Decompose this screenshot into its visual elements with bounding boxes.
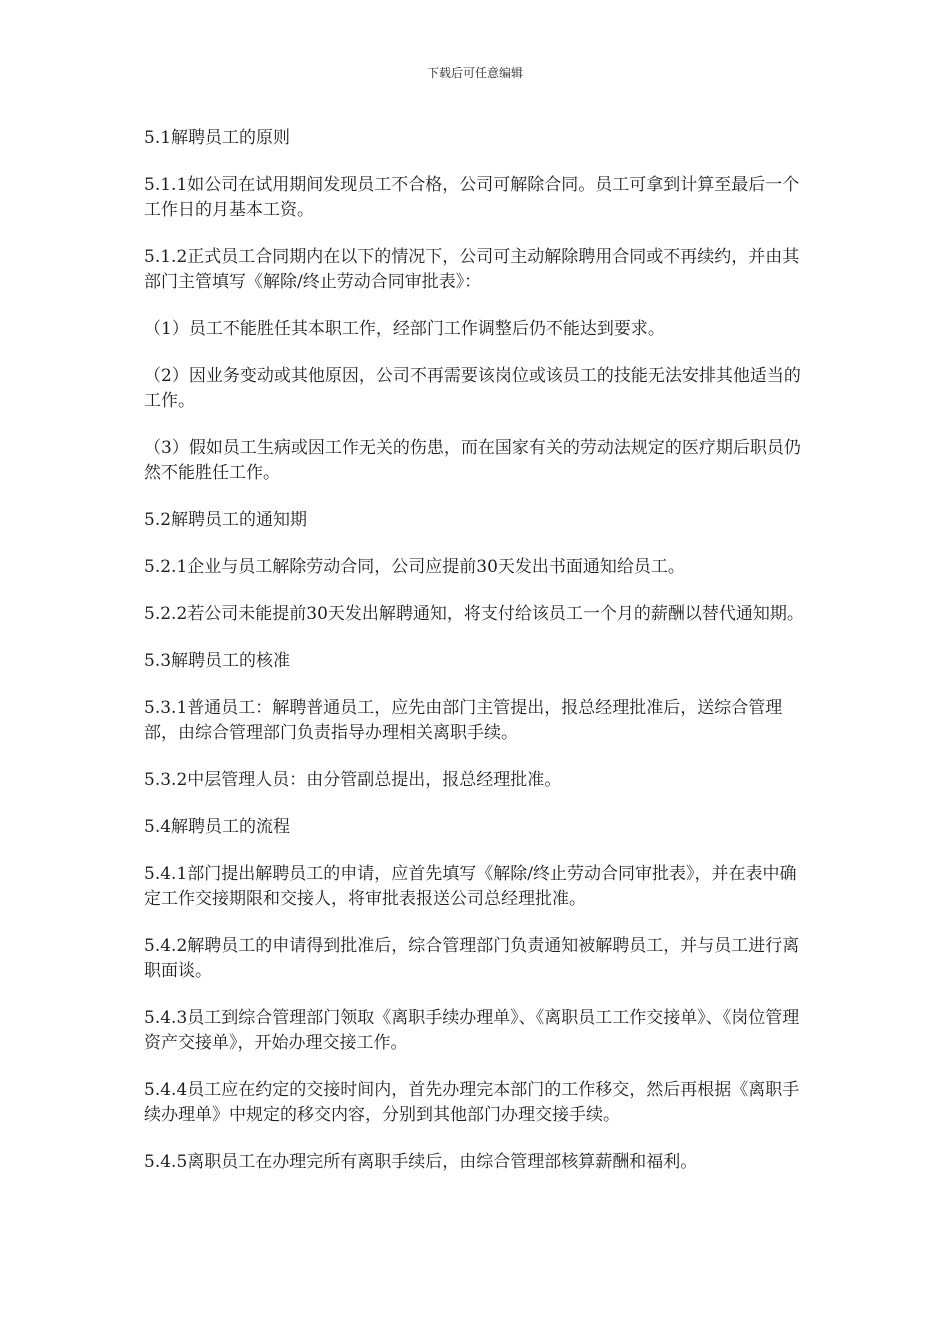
paragraph: 5.3.2中层管理人员：由分管副总提出，报总经理批准。 xyxy=(144,770,562,790)
paragraph: 5.2.2若公司未能提前30天发出解聘通知，将支付给该员工一个月的薪酬以替代通知期。 xyxy=(144,604,804,624)
paragraph: 5.4.4员工应在约定的交接时间内，首先办理完本部门的工作移交，然后再根据《离职手续办理单》中规定的移交内容，分别到其他部门办理交接手续。 xyxy=(144,1080,800,1125)
paragraph: 5.4.1部门提出解聘员工的申请，应首先填写《解除/终止劳动合同审批表》，并在表中确定工作交接期限和交接人，将审批表报送公司总经理批准。 xyxy=(144,864,797,909)
paragraph: 5.1.2正式员工合同期内在以下的情况下，公司可主动解除聘用合同或不再续约，并由其部门主管填写《解除/终止劳动合同审批表》： xyxy=(144,247,800,292)
list-item: （1）员工不能胜任其本职工作，经部门工作调整后仍不能达到要求。 xyxy=(144,319,665,339)
section-heading: 5.3解聘员工的核准 xyxy=(144,651,291,671)
paragraph: 5.4.3员工到综合管理部门领取《离职手续办理单》、《离职员工工作交接单》、《岗位管理资产交接单》，开始办理交接工作。 xyxy=(144,1008,800,1053)
section-heading: 5.4解聘员工的流程 xyxy=(144,817,291,837)
document-body xyxy=(144,126,812,1197)
page-header: 下载后可任意编辑 xyxy=(426,66,523,80)
paragraph: 5.1.1如公司在试用期间发现员工不合格，公司可解除合同。员工可拿到计算至最后一个工作日的月基本工资。 xyxy=(144,175,800,220)
section-heading: 5.2解聘员工的通知期 xyxy=(144,510,308,530)
list-item: （2）因业务变动或其他原因，公司不再需要该岗位或该员工的技能无法安排其他适当的工作。 xyxy=(144,366,801,411)
section-heading: 5.1解聘员工的原则 xyxy=(144,128,291,148)
paragraph: 5.4.2解聘员工的申请得到批准后，综合管理部门负责通知被解聘员工，并与员工进行离职面谈。 xyxy=(144,936,800,981)
paragraph: 5.2.1企业与员工解除劳动合同，公司应提前30天发出书面通知给员工。 xyxy=(144,557,685,577)
list-item: （3）假如员工生病或因工作无关的伤患，而在国家有关的劳动法规定的医疗期后职员仍然不能胜任工作。 xyxy=(144,438,801,483)
paragraph: 5.4.5离职员工在办理完所有离职手续后，由综合管理部核算薪酬和福利。 xyxy=(144,1152,698,1172)
paragraph: 5.3.1普通员工：解聘普通员工，应先由部门主管提出，报总经理批准后，送综合管理部，由综合管理部门负责指导办理相关离职手续。 xyxy=(144,698,783,743)
